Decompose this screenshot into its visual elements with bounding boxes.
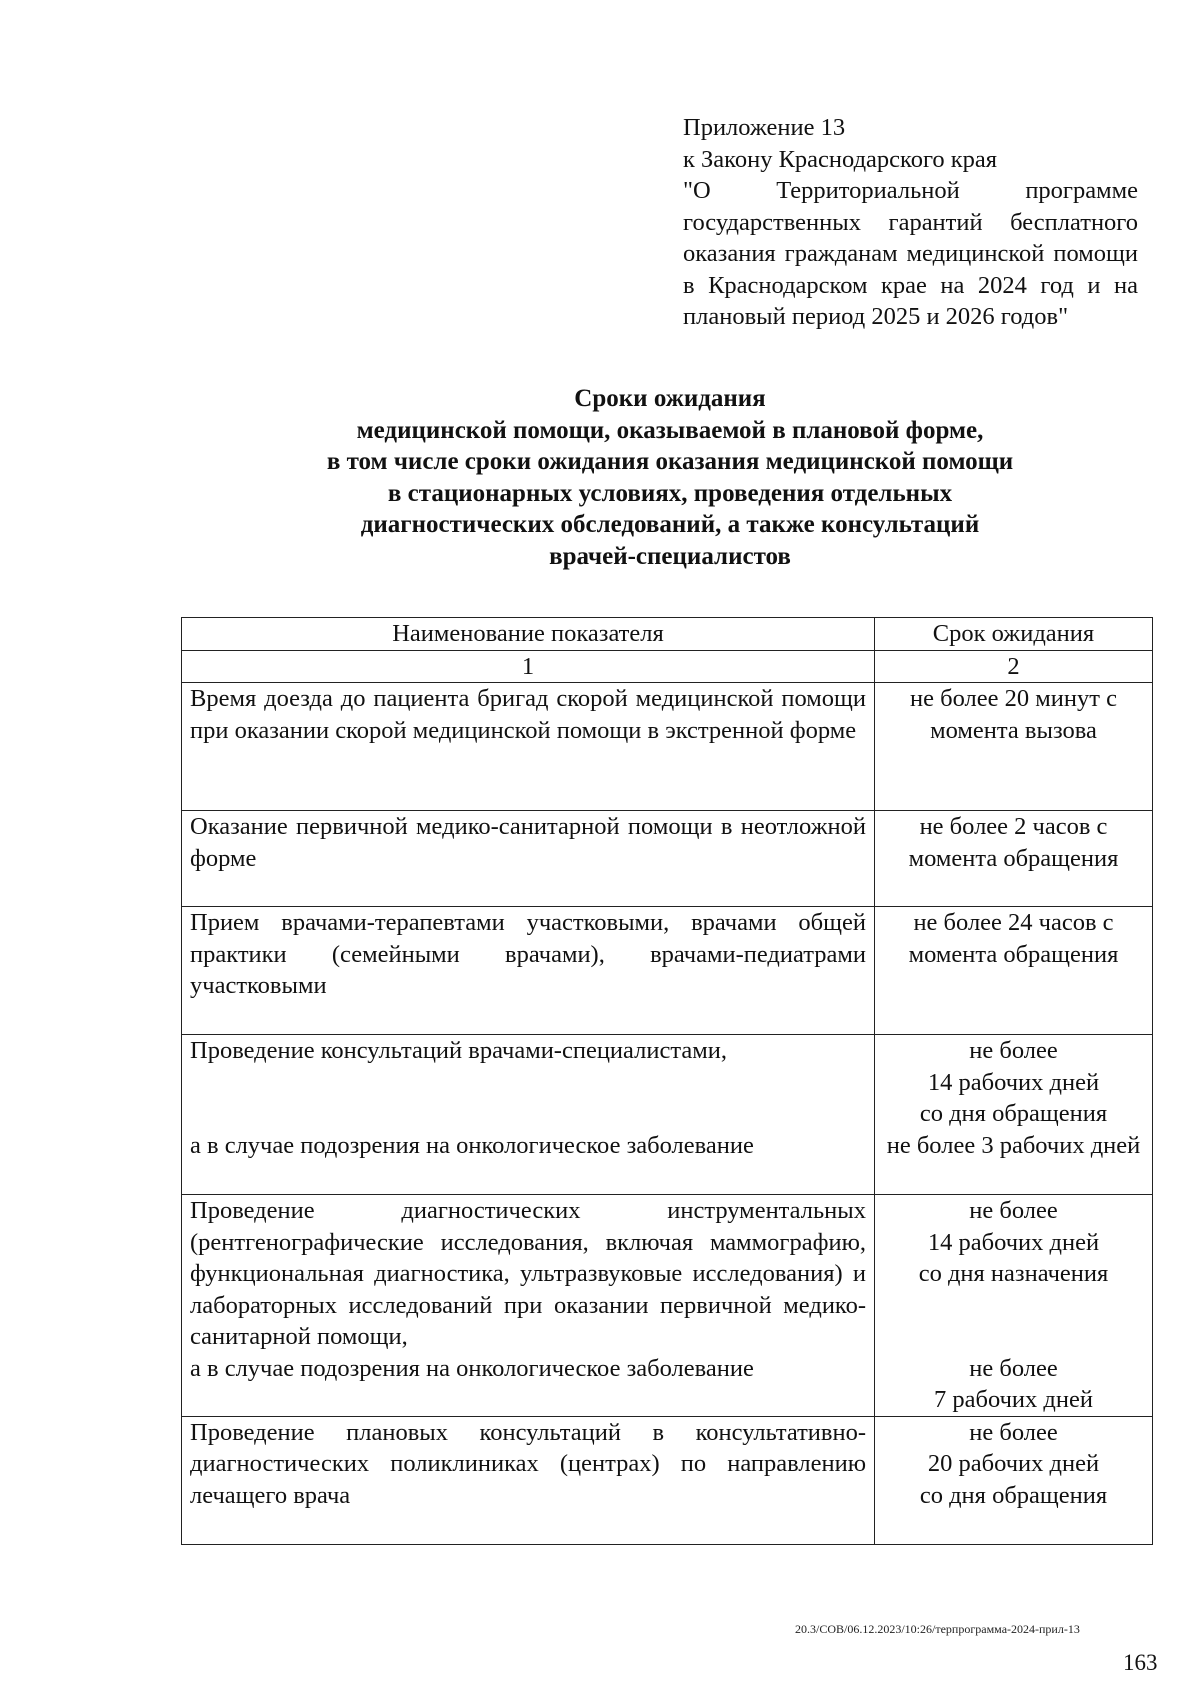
- row-term: не более 14 рабочих дней со дня обращения не более 3 рабочих дней: [875, 1035, 1153, 1195]
- appendix-number: Приложение 13: [683, 114, 846, 141]
- row-name: Оказание первичной медико-санитарной помощи в неотложной форме: [182, 811, 875, 907]
- row-term: не более 2 часов с момента обращения: [875, 811, 1153, 907]
- table-row: [182, 1035, 1153, 1195]
- row-term: не более 14 рабочих дней со дня назначения не более 7 рабочих дней: [875, 1195, 1153, 1417]
- row-name: Проведение диагностических инструментальных (рентгенографические исследования, включая маммографию, функциональная диагностика, ультразвуковые исследования) и лабораторных исследований при оказании первичной медико-санитарной помощи, а в случае подозрения на онкологическое заболевание: [182, 1195, 875, 1417]
- row-name: Проведение плановых консультаций в консультативно-диагностических поликлиниках (центрах) по направлению лечащего врача: [182, 1416, 875, 1544]
- table-row: [182, 683, 1153, 811]
- table-row: [182, 1195, 1153, 1417]
- table-row: [182, 907, 1153, 1035]
- table-number-row: [182, 650, 1153, 683]
- column-number-2: 2: [875, 650, 1153, 683]
- title-line-2: медицинской помощи, оказываемой в плановой форме,: [356, 416, 984, 444]
- document-title: [170, 383, 1170, 572]
- row-name: Прием врачами-терапевтами участковыми, врачами общей практики (семейными врачами), врачами-педиатрами участковыми: [182, 907, 875, 1035]
- table-row: [182, 1416, 1153, 1544]
- table-row: [182, 811, 1153, 907]
- page-number: 163: [1123, 1650, 1158, 1675]
- appendix-law-reference: к Закону Краснодарского края: [683, 145, 998, 173]
- title-line-6: врачей-специалистов: [549, 542, 791, 570]
- document-code: 20.3/СОВ/06.12.2023/10:26/терпрограмма-2024-прил-13: [795, 1622, 1080, 1636]
- appendix-header: [683, 112, 1138, 333]
- table-header-row: [182, 618, 1153, 651]
- row-term: не более 20 рабочих дней со дня обращения: [875, 1416, 1153, 1544]
- row-name: Проведение консультаций врачами-специалистами, а в случае подозрения на онкологическое заболевание: [182, 1035, 875, 1195]
- column-number-1: 1: [182, 650, 875, 683]
- appendix-law-title: "О Территориальной программе государственных гарантий бесплатного оказания гражданам медицинской помощи в Краснодарском крае на 2024 год и на плановый период 2025 и 2026 годов": [683, 177, 1138, 330]
- title-line-4: в стационарных условиях, проведения отдельных: [387, 479, 953, 507]
- title-line-1: Сроки ожидания: [574, 385, 766, 412]
- row-name: Время доезда до пациента бригад скорой медицинской помощи при оказании скорой медицинской помощи в экстренной форме: [182, 683, 875, 811]
- row-term: не более 20 минут с момента вызова: [875, 683, 1153, 811]
- header-waiting-time: Срок ожидания: [875, 618, 1153, 651]
- title-line-5: диагностических обследований, а также консультаций: [360, 511, 980, 538]
- waiting-times-table: [181, 617, 1153, 1545]
- header-indicator-name: Наименование показателя: [182, 618, 875, 651]
- title-line-3: в том числе сроки ожидания оказания медицинской помощи: [326, 448, 1014, 475]
- row-term: не более 24 часов с момента обращения: [875, 907, 1153, 1035]
